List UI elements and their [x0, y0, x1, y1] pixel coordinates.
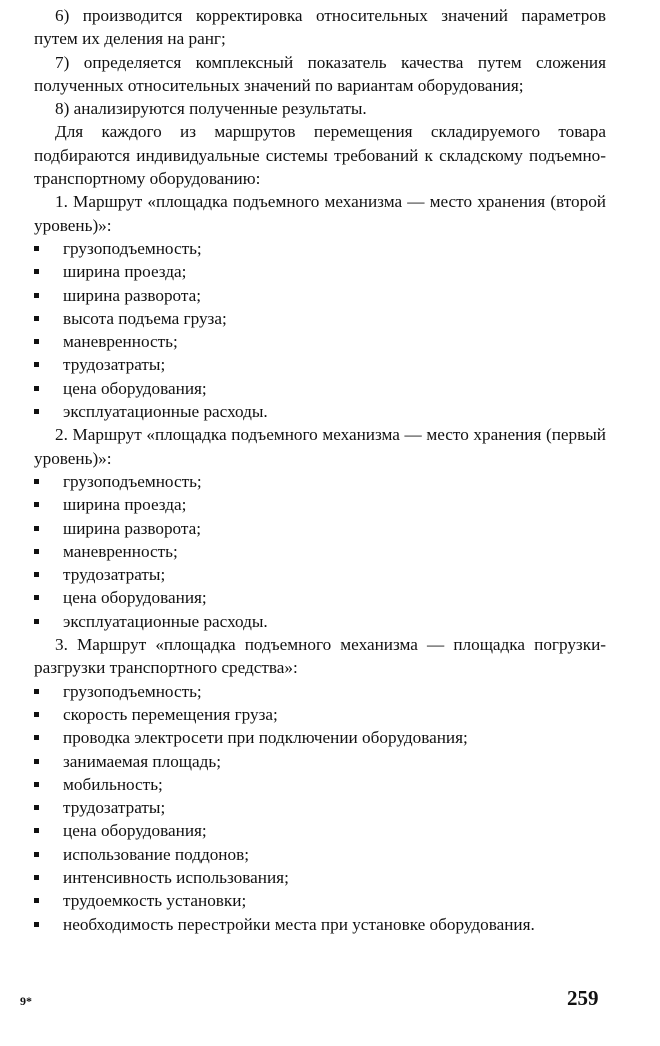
list-item: цена оборудования; — [34, 377, 606, 400]
route-2-heading: 2. Маршрут «площадка подъемного механизма — место хранения (первый уровень)»: — [34, 425, 606, 468]
list-item: интенсивность использования; — [34, 866, 606, 889]
route-3-heading: 3. Маршрут «площадка подъемного механизма — площадка погрузки-разгрузки транспортного средства»: — [34, 635, 606, 678]
route-1-heading: 1. Маршрут «площадка подъемного механизма — место хранения (второй уровень)»: — [34, 192, 606, 235]
route-2-list — [34, 470, 606, 633]
list-item: высота подъема груза; — [34, 307, 606, 330]
list-item: ширина проезда; — [34, 493, 606, 516]
list-item: трудозатраты; — [34, 796, 606, 819]
list-item: цена оборудования; — [34, 586, 606, 609]
list-item: ширина разворота; — [34, 284, 606, 307]
list-item: эксплуатационные расходы. — [34, 400, 606, 423]
list-item: занимаемая площадь; — [34, 750, 606, 773]
lead-paragraph: Для каждого из маршрутов перемещения складируемого товара подбираются индивидуальные системы требований к складскому подъемно-транспортному оборудованию: — [34, 122, 606, 189]
intro-item-8: 8) анализируются полученные результаты. — [55, 99, 367, 119]
page-footer — [0, 986, 660, 1028]
list-item: трудозатраты; — [34, 353, 606, 376]
list-item: скорость перемещения груза; — [34, 703, 606, 726]
list-item: маневренность; — [34, 540, 606, 563]
list-item: мобильность; — [34, 773, 606, 796]
route-1-list — [34, 237, 606, 423]
page-body — [34, 4, 606, 936]
list-item: трудозатраты; — [34, 563, 606, 586]
list-item: эксплуатационные расходы. — [34, 610, 606, 633]
list-item: грузоподъемность; — [34, 237, 606, 260]
list-item: цена оборудования; — [34, 819, 606, 842]
list-item: ширина разворота; — [34, 517, 606, 540]
signature-mark: 9* — [20, 994, 32, 1008]
list-item: необходимость перестройки места при установке оборудования. — [34, 913, 606, 936]
list-item: ширина проезда; — [34, 260, 606, 283]
list-item: использование поддонов; — [34, 843, 606, 866]
list-item: проводка электросети при подключении оборудования; — [34, 726, 606, 749]
list-item: грузоподъемность; — [34, 470, 606, 493]
route-3-list — [34, 680, 606, 936]
list-item: трудоемкость установки; — [34, 889, 606, 912]
list-item: маневренность; — [34, 330, 606, 353]
page-number: 259 — [567, 986, 599, 1010]
intro-item-7: 7) определяется комплексный показатель качества путем сложения полученных относительных значений по вариантам оборудования; — [34, 52, 606, 95]
intro-item-6: 6) производится корректировка относительных значений параметров путем их деления на ранг; — [34, 6, 606, 49]
list-item: грузоподъемность; — [34, 680, 606, 703]
